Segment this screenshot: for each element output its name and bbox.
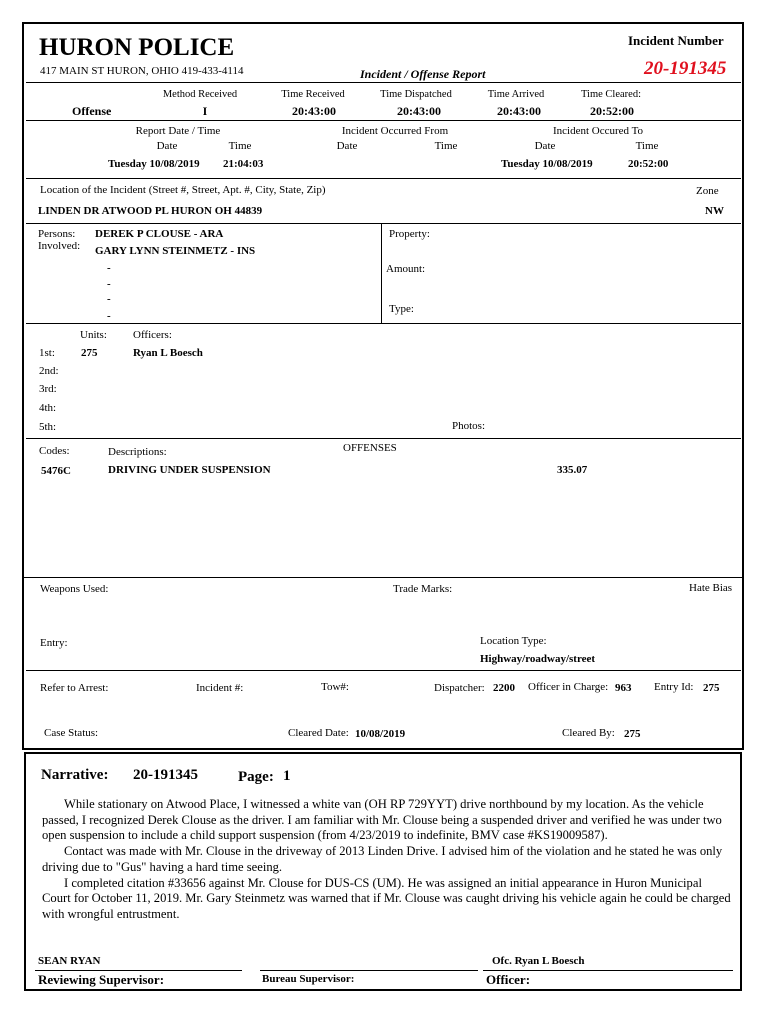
person-4: - — [107, 278, 111, 290]
type-label: Type: — [389, 303, 414, 315]
to-time-col-label: Time — [635, 140, 659, 152]
photos-label: Photos: — [452, 420, 486, 432]
person-6: - — [107, 310, 111, 322]
tow-label: Tow#: — [321, 681, 349, 693]
report-time-value: 21:04:03 — [223, 158, 264, 170]
dispatcher-value: 2200 — [493, 682, 515, 694]
reviewer-name: SEAN RYAN — [38, 955, 101, 967]
incident-num-label: Incident #: — [196, 682, 244, 694]
bureau-signature-line — [260, 970, 478, 971]
unit-row-5-label: 5th: — [39, 421, 57, 433]
unit-row-1-label: 1st: — [39, 347, 55, 359]
occurred-from-label: Incident Occurred From — [341, 125, 449, 137]
method-received-value: I — [202, 104, 208, 118]
time-dispatched-label: Time Dispatched — [380, 89, 452, 100]
officer-signature-line — [483, 970, 733, 971]
from-date-col-label: Date — [336, 140, 358, 152]
time-received-value: 20:43:00 — [292, 104, 336, 118]
narrative-label: Narrative: — [41, 767, 109, 783]
officer-in-charge-value: 963 — [615, 682, 632, 694]
page-number: 1 — [283, 768, 291, 784]
narrative-paragraph-2: Contact was made with Mr. Clouse in the driveway of 2013 Linden Drive. I advised him of the violation and he stated he was only driving due to "Gus" having a hard time seeing. — [42, 844, 723, 874]
units-divider — [26, 438, 741, 439]
dates-divider — [26, 178, 741, 179]
to-time-value: 20:52:00 — [628, 158, 669, 170]
cleared-by-label: Cleared By: — [562, 727, 615, 739]
offense-divider — [26, 120, 741, 121]
persons-divider — [26, 323, 741, 324]
cleared-date-label: Cleared Date: — [288, 727, 349, 739]
unit-row-3-label: 3rd: — [39, 383, 57, 395]
report-date-value: Tuesday 10/08/2019 — [108, 158, 200, 170]
incident-number: 20-191345 — [644, 58, 727, 79]
involved-label: Involved: — [38, 240, 81, 252]
time-arrived-value: 20:43:00 — [497, 104, 541, 118]
occurred-to-label: Incident Occured To — [552, 125, 644, 137]
narrative-body — [42, 797, 732, 923]
persons-property-divider — [381, 223, 382, 323]
report-title: Incident / Offense Report — [360, 67, 486, 81]
time-received-label: Time Received — [281, 89, 345, 100]
offenses-divider — [22, 577, 744, 578]
dept-address: 417 MAIN ST HURON, OHIO 419-433-4114 — [40, 65, 244, 77]
zone-label: Zone — [696, 185, 719, 197]
offense-label: Offense — [72, 104, 112, 118]
bureau-supervisor-label: Bureau Supervisor: — [262, 973, 355, 985]
reviewer-signature-line — [35, 970, 242, 971]
person-5: - — [107, 293, 111, 305]
officer-name: Ofc. Ryan L Boesch — [492, 955, 585, 967]
from-time-col-label: Time — [434, 140, 458, 152]
narrative-paragraph-1: While stationary on Atwood Place, I witnessed a white van (OH RP 729YYT) drive northbound by my location. As the vehicle passed, I recognized Derek Clouse as the driver. I am familiar with Mr. Clouse being a suspended driver and verified he was under two open suspension to include a child support suspension (from 4/23/2019 to indefinite, BMV case #KS19009587). — [42, 797, 722, 843]
to-date-value: Tuesday 10/08/2019 — [501, 158, 593, 170]
location-type-divider — [26, 670, 741, 671]
time-cleared-value: 20:52:00 — [590, 104, 634, 118]
location-type-label: Location Type: — [480, 635, 547, 647]
trade-marks-label: Trade Marks: — [393, 583, 453, 595]
entry-id-value: 275 — [703, 682, 720, 694]
cleared-by-value: 275 — [624, 728, 641, 740]
location-divider — [26, 223, 741, 224]
case-status-label: Case Status: — [44, 727, 99, 739]
location-label: Location of the Incident (Street #, Street, Apt. #, City, State, Zip) — [40, 184, 326, 196]
location-type-value: Highway/roadway/street — [480, 653, 596, 665]
amount-label: Amount: — [386, 263, 426, 275]
officers-label: Officers: — [133, 329, 172, 341]
page-label: Page: — [238, 769, 274, 785]
narrative-paragraph-3: I completed citation #33656 against Mr. Clouse for DUS-CS (UM). He was assigned an initial appearance in Huron Municipal Court for October 11, 2019. Mr. Gary Steinmetz was warned that if Mr. Clouse was caught driving his vehicle again he could be charged with wrongful entrustment. — [42, 875, 731, 921]
units-label: Units: — [80, 329, 107, 341]
to-date-col-label: Date — [534, 140, 556, 152]
narrative-number: 20-191345 — [133, 767, 198, 783]
offense-code: 5476C — [41, 465, 71, 477]
unit-row-1-unit: 275 — [81, 347, 98, 359]
unit-row-4-label: 4th: — [39, 402, 57, 414]
offense-statute: 335.07 — [557, 464, 588, 476]
refer-to-arrest-label: Refer to Arrest: — [40, 682, 109, 694]
unit-row-1-officer: Ryan L Boesch — [133, 347, 203, 359]
reviewing-supervisor-label: Reviewing Supervisor: — [38, 972, 165, 987]
descriptions-label: Descriptions: — [108, 446, 167, 458]
time-dispatched-value: 20:43:00 — [397, 104, 441, 118]
entry-label: Entry: — [40, 637, 68, 649]
report-datetime-label: Report Date / Time — [135, 125, 221, 137]
persons-label: Persons: — [38, 228, 76, 240]
person-1: DEREK P CLOUSE - ARA — [95, 228, 224, 240]
entry-id-label: Entry Id: — [654, 681, 694, 693]
report-time-col-label: Time — [228, 140, 252, 152]
officer-label: Officer: — [486, 972, 531, 987]
cleared-date-value: 10/08/2019 — [355, 728, 406, 740]
method-received-label: Method Received — [162, 89, 238, 100]
hate-bias-label: Hate Bias — [689, 582, 733, 594]
officer-in-charge-label: Officer in Charge: — [528, 681, 609, 693]
zone-value: NW — [705, 205, 724, 217]
location-value: LINDEN DR ATWOOD PL HURON OH 44839 — [38, 205, 263, 217]
header-divider — [26, 82, 741, 83]
property-label: Property: — [389, 228, 430, 240]
offense-description: DRIVING UNDER SUSPENSION — [108, 464, 271, 476]
incident-number-label: Incident Number — [628, 33, 724, 48]
person-2: GARY LYNN STEINMETZ - INS — [95, 245, 256, 257]
report-date-col-label: Date — [156, 140, 178, 152]
codes-label: Codes: — [39, 445, 70, 457]
unit-row-2-label: 2nd: — [39, 365, 59, 377]
person-3: - — [107, 262, 111, 274]
time-cleared-label: Time Cleared: — [581, 89, 641, 100]
dispatcher-label: Dispatcher: — [434, 682, 485, 694]
weapons-label: Weapons Used: — [40, 583, 109, 595]
time-arrived-label: Time Arrived — [487, 89, 545, 100]
offenses-section-label: OFFENSES — [343, 442, 397, 454]
dept-name: HURON POLICE — [39, 34, 235, 61]
